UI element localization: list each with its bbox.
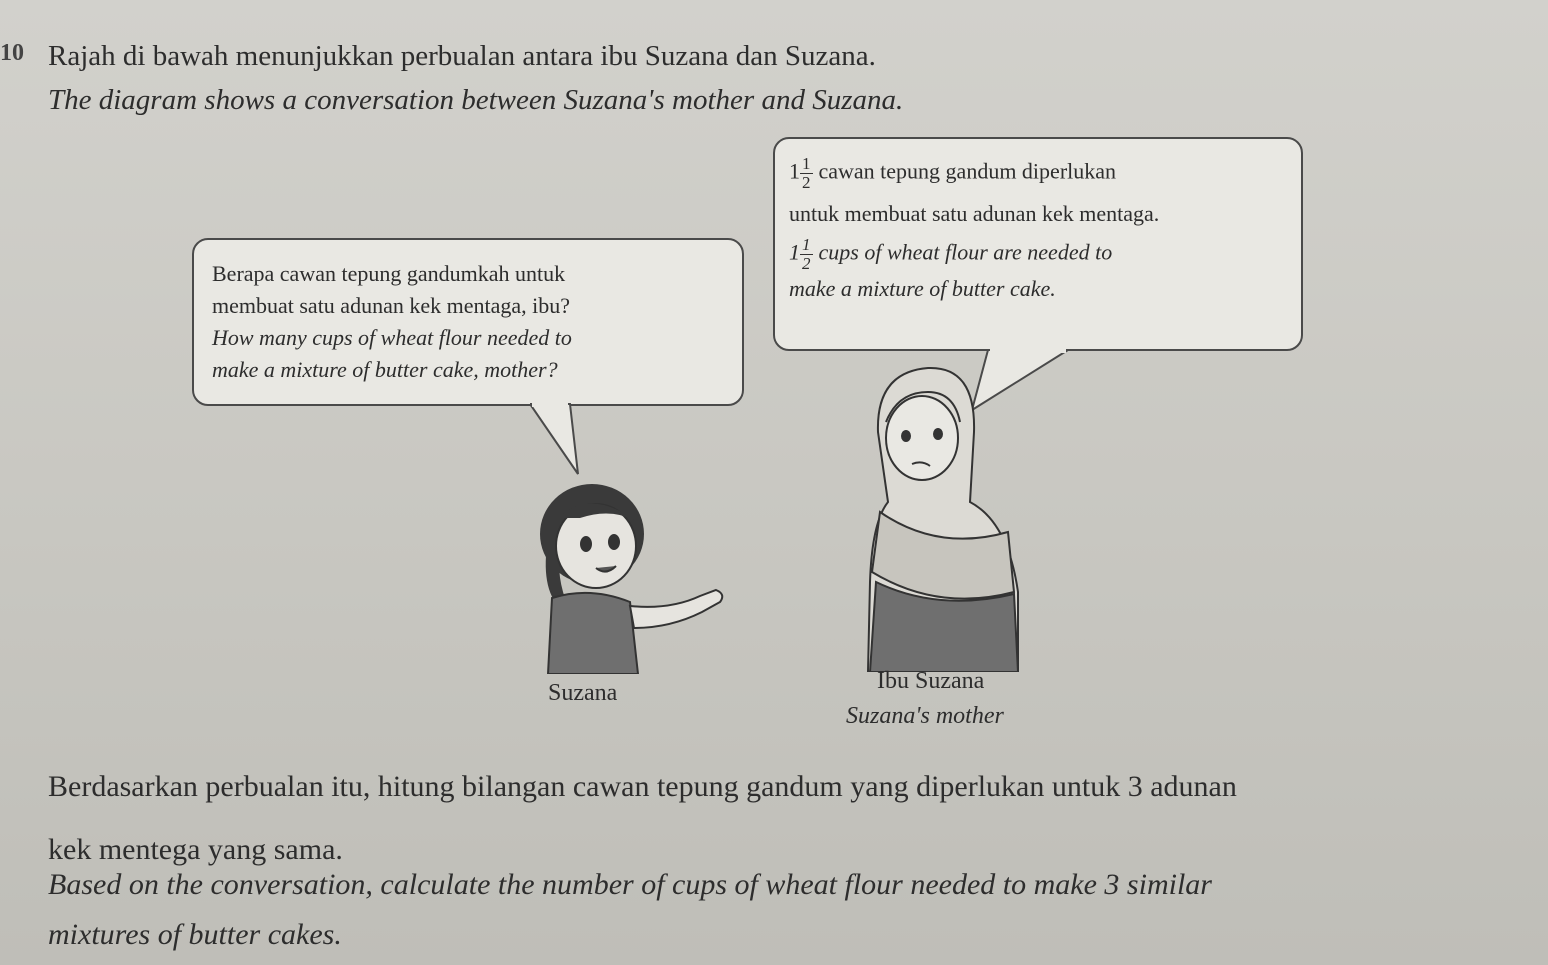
bubble-left-line2-en: make a mixture of butter cake, mother? <box>212 357 558 382</box>
bubble-left-line1-en: How many cups of wheat flour needed to <box>212 325 572 350</box>
fraction-denominator-en: 2 <box>802 254 811 273</box>
suzana-illustration <box>530 478 730 674</box>
speech-bubble-mother <box>773 137 1303 351</box>
mixed-number-whole: 1 <box>789 158 800 184</box>
bubble-right-line1-ms <box>789 155 1287 192</box>
bubble-right-line2-ms: untuk membuat satu adunan kek mentaga. <box>789 201 1160 226</box>
title-english: The diagram shows a conversation between Suzana's mother and Suzana. <box>48 84 904 116</box>
speech-bubble-suzana <box>192 238 744 406</box>
fraction-half-en <box>800 236 813 273</box>
bubble-left-line1-ms: Berapa cawan tepung gandumkah untuk <box>212 261 566 286</box>
bubble-right-text-ms: cawan tepung gandum diperlukan <box>818 158 1117 184</box>
title-malay: Rajah di bawah menunjukkan perbualan antara ibu Suzana dan Suzana. <box>48 40 876 72</box>
bubble-left-line2-ms: membuat satu adunan kek mentaga, ibu? <box>212 293 570 318</box>
prompt-malay-line1: Berdasarkan perbualan itu, hitung bilangan cawan tepung gandum yang diperlukan untuk 3 adunan <box>48 770 1237 803</box>
fraction-denominator: 2 <box>802 173 811 192</box>
mother-illustration <box>858 362 1033 672</box>
prompt-english-line2: mixtures of butter cakes. <box>48 918 342 951</box>
label-suzana-mother: Suzana's mother <box>846 703 1004 729</box>
bubble-right-line1-en <box>789 236 1287 273</box>
prompt-malay-line2: kek mentega yang sama. <box>48 833 343 866</box>
fraction-numerator: 1 <box>802 154 811 173</box>
fraction-numerator-en: 1 <box>802 235 811 254</box>
speech-bubble-suzana-tail <box>530 402 600 482</box>
mixed-number-whole-en: 1 <box>789 239 800 265</box>
label-ibu-suzana: Ibu Suzana <box>877 668 985 694</box>
prompt-english-line1: Based on the conversation, calculate the number of cups of wheat flour needed to make 3 similar <box>48 868 1212 901</box>
label-suzana: Suzana <box>548 680 618 706</box>
fraction-half <box>800 155 813 192</box>
question-number: 10 <box>0 40 24 66</box>
bubble-right-text-en: cups of wheat flour are needed to <box>818 239 1113 265</box>
bubble-right-line2-en: make a mixture of butter cake. <box>789 276 1056 301</box>
